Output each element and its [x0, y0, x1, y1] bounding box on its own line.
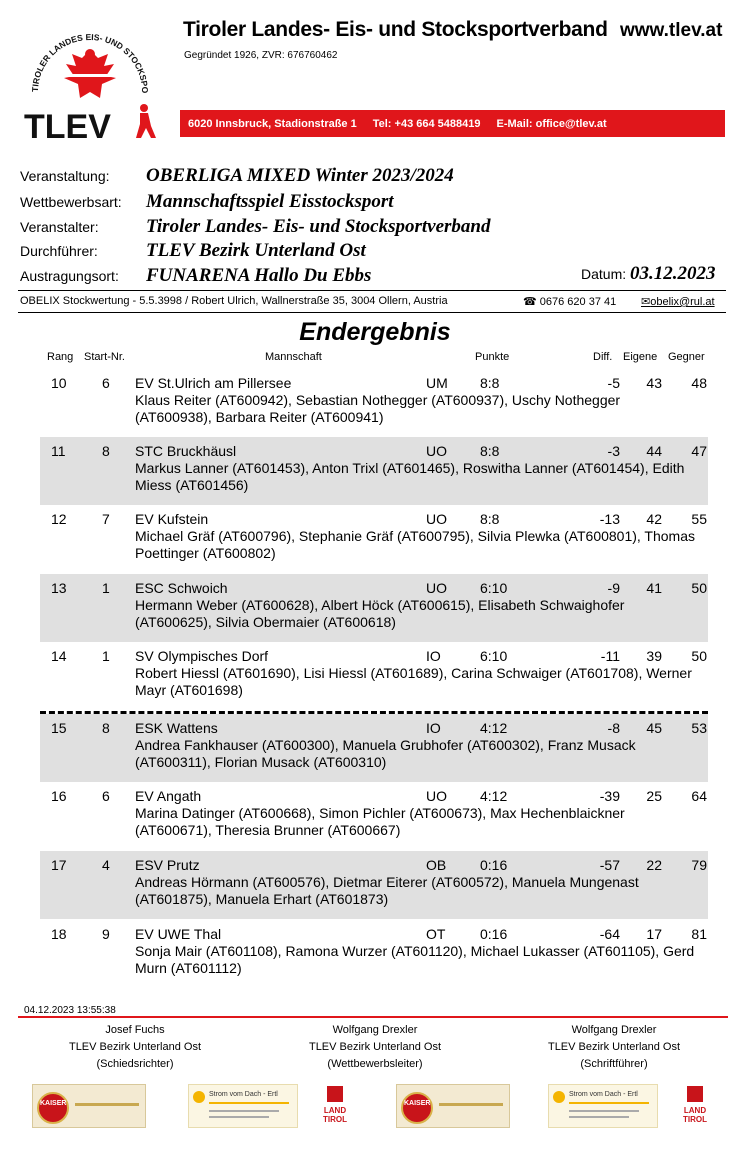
own-score: 39 [646, 648, 662, 664]
district-code: UO [426, 511, 447, 527]
signature-referee [35, 1022, 235, 1073]
rank: 16 [51, 788, 67, 804]
signer-org: TLEV Bezirk Unterland Ost [547, 1041, 681, 1053]
diff: -3 [607, 443, 620, 459]
table-row [40, 920, 708, 988]
players: Hermann Weber (AT600628), Albert Höck (AT600615), Elisabeth Schwaighofer (AT600625), Silvia Obermaier (AT600618) [135, 597, 625, 630]
tirol-eagle-icon [327, 1086, 343, 1102]
opponent-score: 47 [691, 443, 707, 459]
land-tirol-logo [320, 1084, 350, 1126]
district-code: OT [426, 926, 446, 942]
players: Sonja Mair (AT601108), Ramona Wurzer (AT601120), Michael Lukasser (AT601105), Gerd Murn (AT601112) [135, 943, 695, 976]
sun-icon [193, 1091, 205, 1103]
value-veranstaltung: OBERLIGA MIXED Winter 2023/2024 [146, 165, 454, 186]
strom-vom-dach-logo [548, 1084, 658, 1128]
obelix-email-address[interactable]: obelix@rul.at [650, 296, 715, 308]
team-name: ESV Prutz [135, 857, 200, 873]
value-wettbewerbsart: Mannschaftsspiel Eisstocksport [146, 191, 394, 212]
founded-info: Gegründet 1926, ZVR: 676760462 [184, 50, 338, 61]
diff: -64 [599, 926, 620, 942]
diff: -13 [599, 511, 620, 527]
opponent-score: 53 [691, 720, 707, 736]
diff: -9 [607, 580, 620, 596]
district-code: IO [426, 648, 441, 664]
players: Andrea Fankhauser (AT600300), Manuela Grubhofer (AT600302), Franz Musack (AT600311), Florian Musack (AT600310) [135, 737, 636, 770]
signer-name: Wolfgang Drexler [332, 1024, 418, 1036]
kaiser-label: KAISER [404, 1100, 431, 1107]
points: 0:16 [480, 857, 508, 873]
own-score: 44 [646, 443, 662, 459]
district-code: IO [426, 720, 441, 736]
logo-text: TLEV [24, 108, 111, 144]
col-rank: Rang [47, 351, 74, 363]
signer-role: (Schriftführer) [580, 1058, 648, 1070]
start-number: 8 [102, 443, 110, 459]
signer-name: Wolfgang Drexler [571, 1024, 657, 1036]
team-name: EV Angath [135, 788, 202, 804]
print-timestamp: 04.12.2023 13:55:38 [24, 1005, 116, 1016]
team-name: EV UWE Thal [135, 926, 222, 942]
label-austragungsort: Austragungsort: [20, 268, 119, 284]
rank: 11 [51, 443, 66, 459]
signer-role: (Wettbewerbsleiter) [327, 1058, 423, 1070]
value-veranstalter: Tiroler Landes- Eis- und Stocksportverband [146, 216, 491, 237]
district-code: UO [426, 580, 447, 596]
own-score: 42 [646, 511, 662, 527]
start-number: 1 [102, 648, 110, 664]
tlev-logo [20, 14, 160, 144]
diff: -39 [599, 788, 620, 804]
results-title: Endergebnis [299, 318, 451, 346]
org-name: Tiroler Landes- Eis- und Stocksportverband [183, 18, 608, 41]
rank: 17 [51, 857, 67, 873]
value-austragungsort: FUNARENA Hallo Du Ebbs [146, 265, 372, 286]
opponent-score: 79 [691, 857, 707, 873]
start-number: 8 [102, 720, 110, 736]
obelix-email[interactable] [641, 295, 715, 308]
points: 6:10 [480, 580, 508, 596]
value-durchfuehrer: TLEV Bezirk Unterland Ost [146, 240, 366, 261]
tirol-line-1: LAND [683, 1106, 707, 1115]
divider [18, 290, 726, 291]
own-score: 43 [646, 375, 662, 391]
phone: Tel: +43 664 5488419 [372, 117, 481, 130]
points: 8:8 [480, 443, 500, 459]
strom-label: Strom vom Dach - Ertl [569, 1091, 638, 1098]
opponent-score: 64 [691, 788, 707, 804]
table-row [40, 782, 708, 850]
signature-secretary [514, 1022, 714, 1073]
label-veranstaltung: Veranstaltung: [20, 168, 110, 184]
own-score: 17 [646, 926, 662, 942]
col-team: Mannschaft [265, 351, 322, 363]
team-name: STC Bruckhäusl [135, 443, 237, 459]
table-row [40, 437, 708, 505]
contact-bar [180, 110, 725, 137]
diff: -5 [607, 375, 620, 391]
obelix-phone-number: 0676 620 37 41 [539, 296, 617, 308]
start-number: 6 [102, 375, 110, 391]
website-link[interactable]: www.tlev.at [620, 20, 723, 41]
strom-vom-dach-logo [188, 1084, 298, 1128]
opponent-score: 50 [691, 648, 707, 664]
signer-name: Josef Fuchs [105, 1024, 165, 1036]
team-name: ESC Schwoich [135, 580, 228, 596]
col-points: Punkte [475, 351, 510, 363]
footer-divider [18, 1016, 728, 1018]
signer-org: TLEV Bezirk Unterland Ost [308, 1041, 442, 1053]
obelix-phone [523, 295, 616, 308]
tirol-eagle-icon [687, 1086, 703, 1102]
diff: -8 [607, 720, 620, 736]
signer-org: TLEV Bezirk Unterland Ost [68, 1041, 202, 1053]
table-row [40, 505, 708, 573]
kaiser-beer-logo [32, 1084, 146, 1128]
col-own: Eigene [623, 351, 658, 363]
own-score: 22 [646, 857, 662, 873]
label-wettbewerbsart: Wettbewerbsart: [20, 194, 122, 210]
own-score: 45 [646, 720, 662, 736]
signature-competition-lead [275, 1022, 475, 1073]
rank: 14 [51, 648, 67, 664]
eagle-icon [64, 49, 116, 98]
col-opp: Gegner [668, 351, 705, 363]
rank: 18 [51, 926, 67, 942]
opponent-score: 48 [691, 375, 707, 391]
opponent-score: 81 [691, 926, 707, 942]
team-name: SV Olympisches Dorf [135, 648, 269, 664]
col-diff: Diff. [593, 351, 613, 363]
start-number: 9 [102, 926, 110, 942]
team-name: EV Kufstein [135, 511, 209, 527]
mail-icon: ✉ [641, 296, 651, 308]
address: 6020 Innsbruck, Stadionstraße 1 [188, 117, 357, 130]
district-code: UO [426, 443, 447, 459]
table-row [40, 369, 708, 437]
col-start: Start-Nr. [84, 351, 125, 363]
table-row [40, 851, 708, 919]
start-number: 4 [102, 857, 110, 873]
players: Michael Gräf (AT600796), Stephanie Gräf (AT600795), Silvia Plewka (AT600801), Thomas Poettinger (AT600802) [135, 528, 696, 561]
table-row [40, 642, 708, 710]
points: 0:16 [480, 926, 508, 942]
points: 8:8 [480, 375, 500, 391]
diff: -11 [600, 648, 620, 664]
table-row [40, 714, 708, 782]
strom-label: Strom vom Dach - Ertl [209, 1091, 278, 1098]
kaiser-beer-logo [396, 1084, 510, 1128]
points: 8:8 [480, 511, 500, 527]
start-number: 7 [102, 511, 110, 527]
divider [18, 312, 726, 313]
district-code: UO [426, 788, 447, 804]
points: 4:12 [480, 788, 508, 804]
date-label: Datum: [581, 266, 627, 282]
land-tirol-logo [680, 1084, 710, 1126]
players: Robert Hiessl (AT601690), Lisi Hiessl (AT601689), Carina Schwaiger (AT601708), Werner Mayr (AT601698) [135, 665, 692, 698]
rank: 15 [51, 720, 67, 736]
table-row [40, 574, 708, 642]
district-code: UM [426, 375, 448, 391]
own-score: 41 [646, 580, 662, 596]
rank: 10 [51, 375, 67, 391]
start-number: 1 [102, 580, 110, 596]
opponent-score: 50 [691, 580, 707, 596]
tirol-line-1: LAND [323, 1106, 347, 1115]
curler-icon [136, 104, 156, 138]
obelix-info: OBELIX Stockwertung - 5.5.3998 / Robert Ulrich, Wallnerstraße 35, 3004 Ollern, Austria [20, 295, 448, 307]
district-code: OB [426, 857, 447, 873]
label-durchfuehrer: Durchführer: [20, 243, 98, 259]
opponent-score: 55 [691, 511, 707, 527]
email[interactable]: E-Mail: office@tlev.at [496, 117, 607, 130]
phone-icon: ☎ [523, 296, 537, 308]
team-name: EV St.Ulrich am Pillersee [135, 375, 292, 391]
tirol-line-2: TIROL [323, 1115, 347, 1124]
tirol-line-2: TIROL [683, 1115, 707, 1124]
kaiser-label: KAISER [40, 1100, 67, 1107]
date-value: 03.12.2023 [630, 263, 716, 284]
own-score: 25 [646, 788, 662, 804]
diff: -57 [599, 857, 620, 873]
players: Klaus Reiter (AT600942), Sebastian Nothegger (AT600937), Uschy Nothegger (AT600938), Barbara Reiter (AT600941) [135, 392, 621, 425]
sun-icon [553, 1091, 565, 1103]
logo-arc-text: TIROLER LANDES EIS- UND STOCKSPO [29, 31, 151, 94]
players: Marina Datinger (AT600668), Simon Pichler (AT600673), Max Hechenblaickner (AT600671), Theresia Brunner (AT600667) [135, 805, 625, 838]
signer-role: (Schiedsrichter) [96, 1058, 174, 1070]
rank: 13 [51, 580, 67, 596]
points: 4:12 [480, 720, 508, 736]
label-veranstalter: Veranstalter: [20, 219, 99, 235]
rank: 12 [51, 511, 67, 527]
points: 6:10 [480, 648, 508, 664]
start-number: 6 [102, 788, 110, 804]
team-name: ESK Wattens [135, 720, 218, 736]
players: Andreas Hörmann (AT600576), Dietmar Eiterer (AT600572), Manuela Mungenast (AT601875), Manuela Erhart (AT601873) [135, 874, 639, 907]
players: Markus Lanner (AT601453), Anton Trixl (AT601465), Roswitha Lanner (AT601454), Edith Miess (AT601456) [135, 460, 685, 493]
